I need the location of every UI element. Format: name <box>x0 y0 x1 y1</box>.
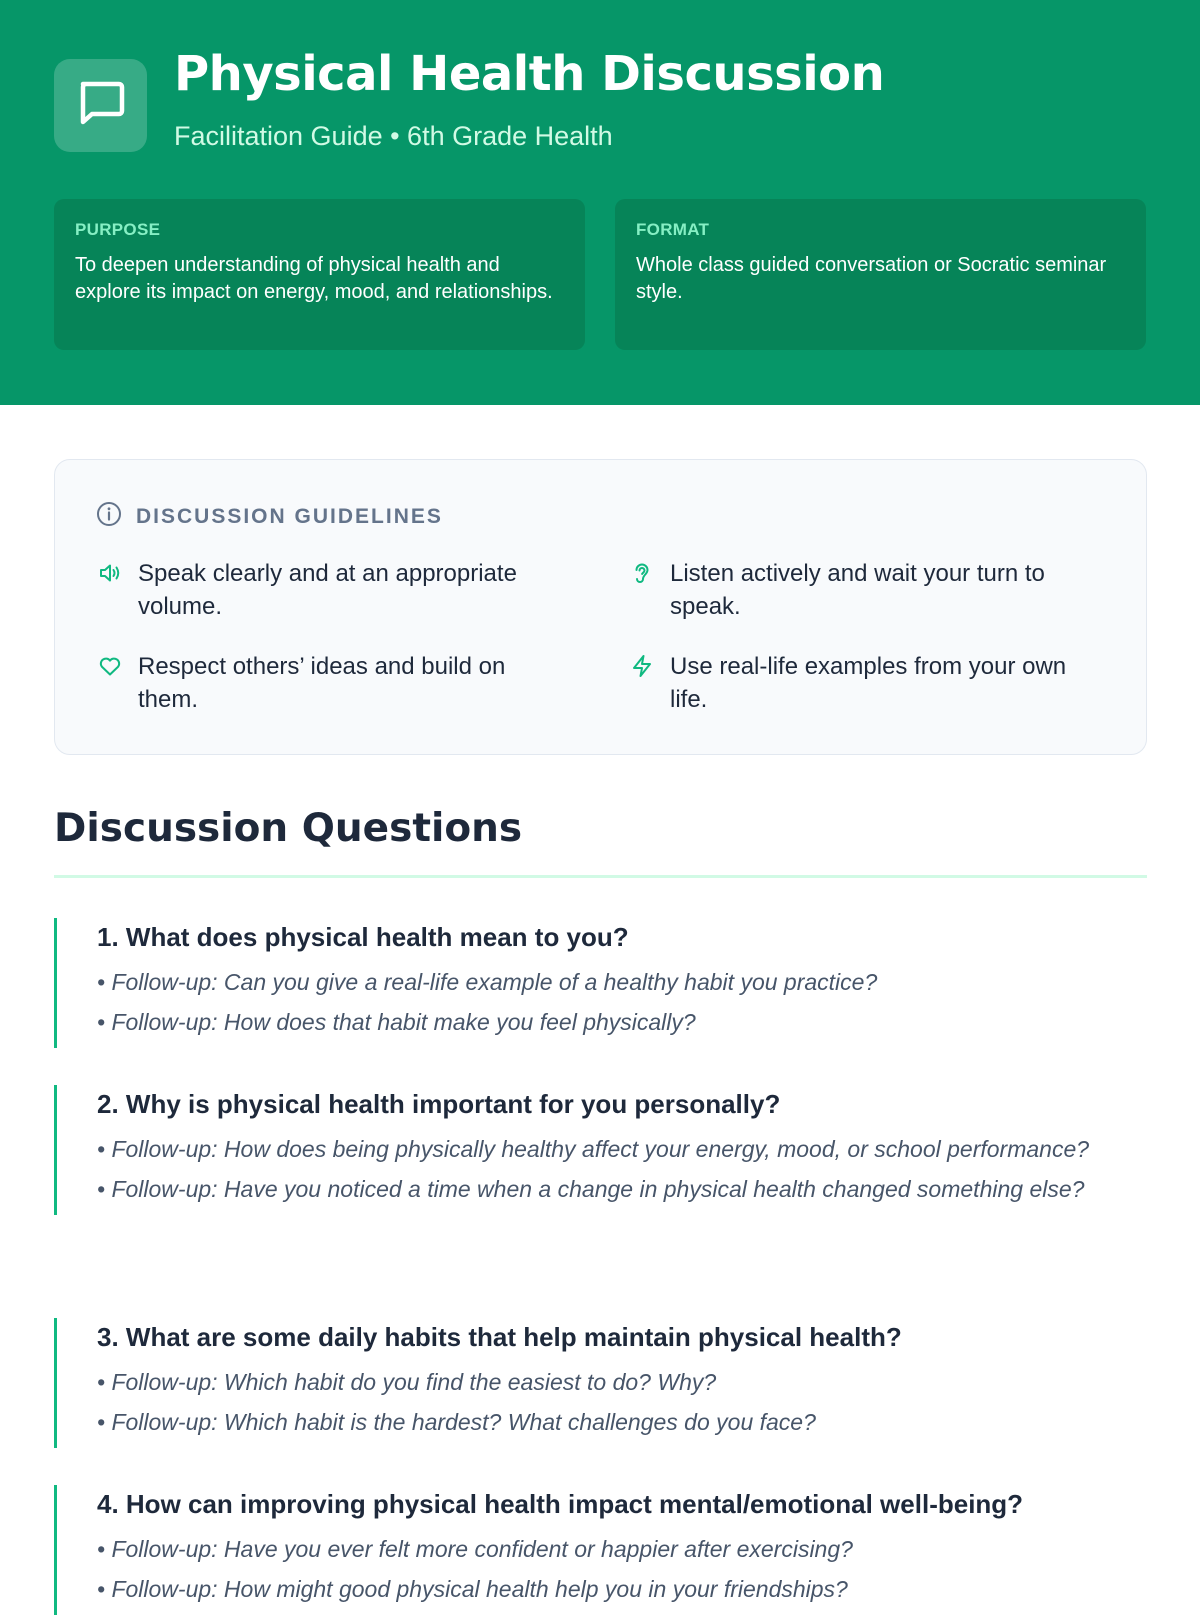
follow-up-text: • Follow-up: Have you ever felt more confident or happier after exercising? <box>97 1536 853 1562</box>
follow-up-text: • Follow-up: How does that habit make you feel physically? <box>97 1009 696 1035</box>
guideline-text: Listen actively and wait your turn to speak. <box>670 560 1045 620</box>
purpose-text: To deepen understanding of physical health and explore its impact on energy, mood, and relationships. <box>75 254 553 303</box>
guideline-item <box>628 557 1068 623</box>
page-title: Physical Health Discussion <box>174 46 885 102</box>
section-divider <box>54 875 1147 878</box>
guidelines-heading <box>96 501 443 532</box>
guidelines-title: DISCUSSION GUIDELINES <box>136 504 443 528</box>
format-card <box>615 199 1146 350</box>
follow-up-text: • Follow-up: Can you give a real-life example of a healthy habit you practice? <box>97 969 878 995</box>
page-header <box>0 0 1200 405</box>
question-text: 3. What are some daily habits that help maintain physical health? <box>97 1322 902 1352</box>
info-icon <box>96 501 122 532</box>
message-square-icon <box>75 78 127 133</box>
question-text: 2. Why is physical health important for you personally? <box>97 1089 781 1119</box>
discussion-guidelines-panel <box>54 459 1147 755</box>
question-block <box>54 1485 1147 1615</box>
follow-up-text: • Follow-up: How might good physical health help you in your friendships? <box>97 1576 848 1602</box>
heart-icon <box>96 652 124 680</box>
guideline-text: Respect others’ ideas and build on them. <box>138 653 506 713</box>
format-text: Whole class guided conversation or Socratic seminar style. <box>636 254 1107 303</box>
question-block <box>54 918 1147 1048</box>
ear-icon <box>628 559 656 587</box>
question-block <box>54 1085 1147 1215</box>
purpose-label: PURPOSE <box>75 220 161 239</box>
page-subtitle: Facilitation Guide • 6th Grade Health <box>174 121 613 151</box>
guideline-text: Use real-life examples from your own life. <box>670 653 1067 713</box>
guideline-item <box>628 650 1068 716</box>
follow-up-text: • Follow-up: Which habit is the hardest? What challenges do you face? <box>97 1409 816 1435</box>
question-text: 4. How can improving physical health impact mental/emotional well-being? <box>97 1489 1024 1519</box>
follow-up-text: • Follow-up: Have you noticed a time when a change in physical health changed something else? <box>97 1176 1085 1202</box>
zap-icon <box>628 652 656 680</box>
question-text: 1. What does physical health mean to you? <box>97 922 629 952</box>
volume-icon <box>96 559 124 587</box>
question-block <box>54 1318 1147 1448</box>
section-title: Discussion Questions <box>54 806 523 851</box>
format-label: FORMAT <box>636 220 710 239</box>
follow-up-text: • Follow-up: How does being physically healthy affect your energy, mood, or school performance? <box>97 1136 1090 1162</box>
guideline-item <box>96 650 536 716</box>
logo-badge <box>54 59 147 152</box>
follow-up-text: • Follow-up: Which habit do you find the easiest to do? Why? <box>97 1369 717 1395</box>
guideline-item <box>96 557 536 623</box>
purpose-card <box>54 199 585 350</box>
guideline-text: Speak clearly and at an appropriate volume. <box>138 560 517 620</box>
